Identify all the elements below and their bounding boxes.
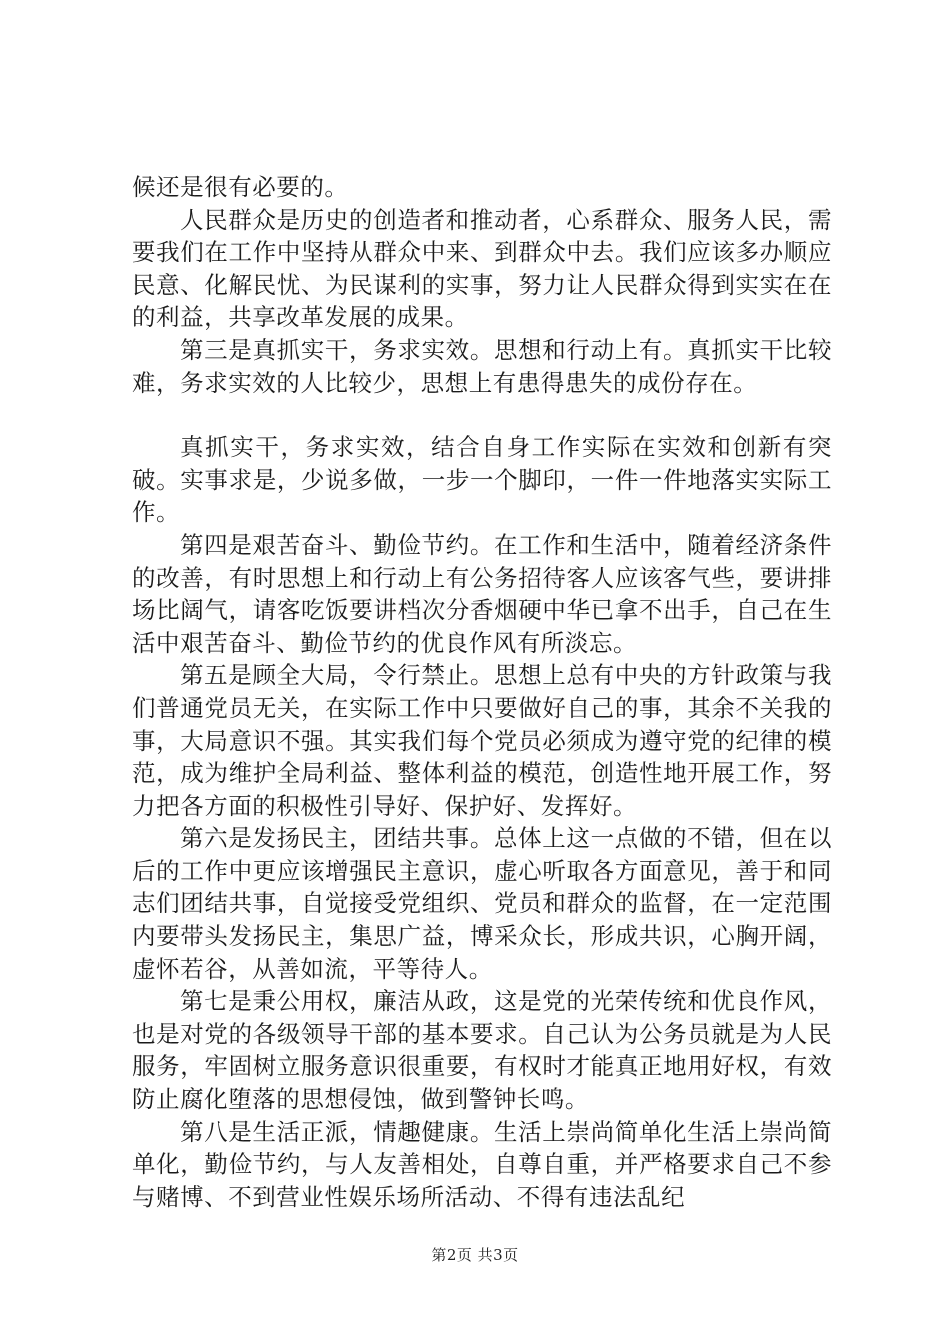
paragraph-fourth: 第四是艰苦奋斗、勤俭节约。在工作和生活中，随着经济条件的改善，有时思想上和行动上有公务招待客人应该客气些，要讲排场比阔气，请客吃饭要讲档次分香烟硬中华已拿不出手，自己在生活中艰苦奋斗、勤俭节约的优良作风有所淡忘。	[132, 530, 832, 657]
paragraph-people: 人民群众是历史的创造者和推动者，心系群众、服务人民，需要我们在工作中坚持从群众中来、到群众中去。我们应该多办顺应民意、化解民忧、为民谋利的实事，努力让人民群众得到实实在在的利益，共享改革发展的成果。	[132, 205, 832, 332]
paragraph-fifth: 第五是顾全大局，令行禁止。思想上总有中央的方针政策与我们普通党员无关，在实际工作中只要做好自己的事，其余不关我的事，大局意识不强。其实我们每个党员必须成为遵守党的纪律的模范，成为维护全局利益、整体利益的模范，创造性地开展工作，努力把各方面的积极性引导好、保护好、发挥好。	[132, 661, 832, 820]
paragraph-sixth: 第六是发扬民主，团结共事。总体上这一点做的不错，但在以后的工作中更应该增强民主意识，虚心听取各方面意见，善于和同志们团结共事，自觉接受党组织、党员和群众的监督，在一定范围内要带头发扬民主，集思广益，博采众长，形成共识，心胸开阔，虚怀若谷，从善如流，平等待人。	[132, 824, 832, 983]
paragraph-seventh: 第七是秉公用权，廉洁从政，这是党的光荣传统和优良作风，也是对党的各级领导干部的基本要求。自己认为公务员就是为人民服务，牢固树立服务意识很重要，有权时才能真正地用好权，有效防止腐化堕落的思想侵蚀，做到警钟长鸣。	[132, 987, 832, 1114]
page-footer: 第2页 共3页	[431, 1246, 519, 1264]
paragraph-eighth: 第八是生活正派，情趣健康。生活上崇尚简单化生活上崇尚简单化，勤俭节约，与人友善相处，自尊自重，并严格要求自己不参与赌博、不到营业性娱乐场所活动、不得有违法乱纪	[132, 1117, 832, 1211]
paragraph-practical: 真抓实干，务求实效，结合自身工作实际在实效和创新有突破。实事求是，少说多做，一步一个脚印，一件一件地落实实际工作。	[132, 433, 832, 527]
paragraph-continuation: 候还是很有必要的。	[132, 173, 349, 201]
paragraph-third: 第三是真抓实干，务求实效。思想和行动上有。真抓实干比较难，务求实效的人比较少，思想上有患得患失的成份存在。	[132, 335, 832, 397]
document-body	[132, 171, 832, 1213]
